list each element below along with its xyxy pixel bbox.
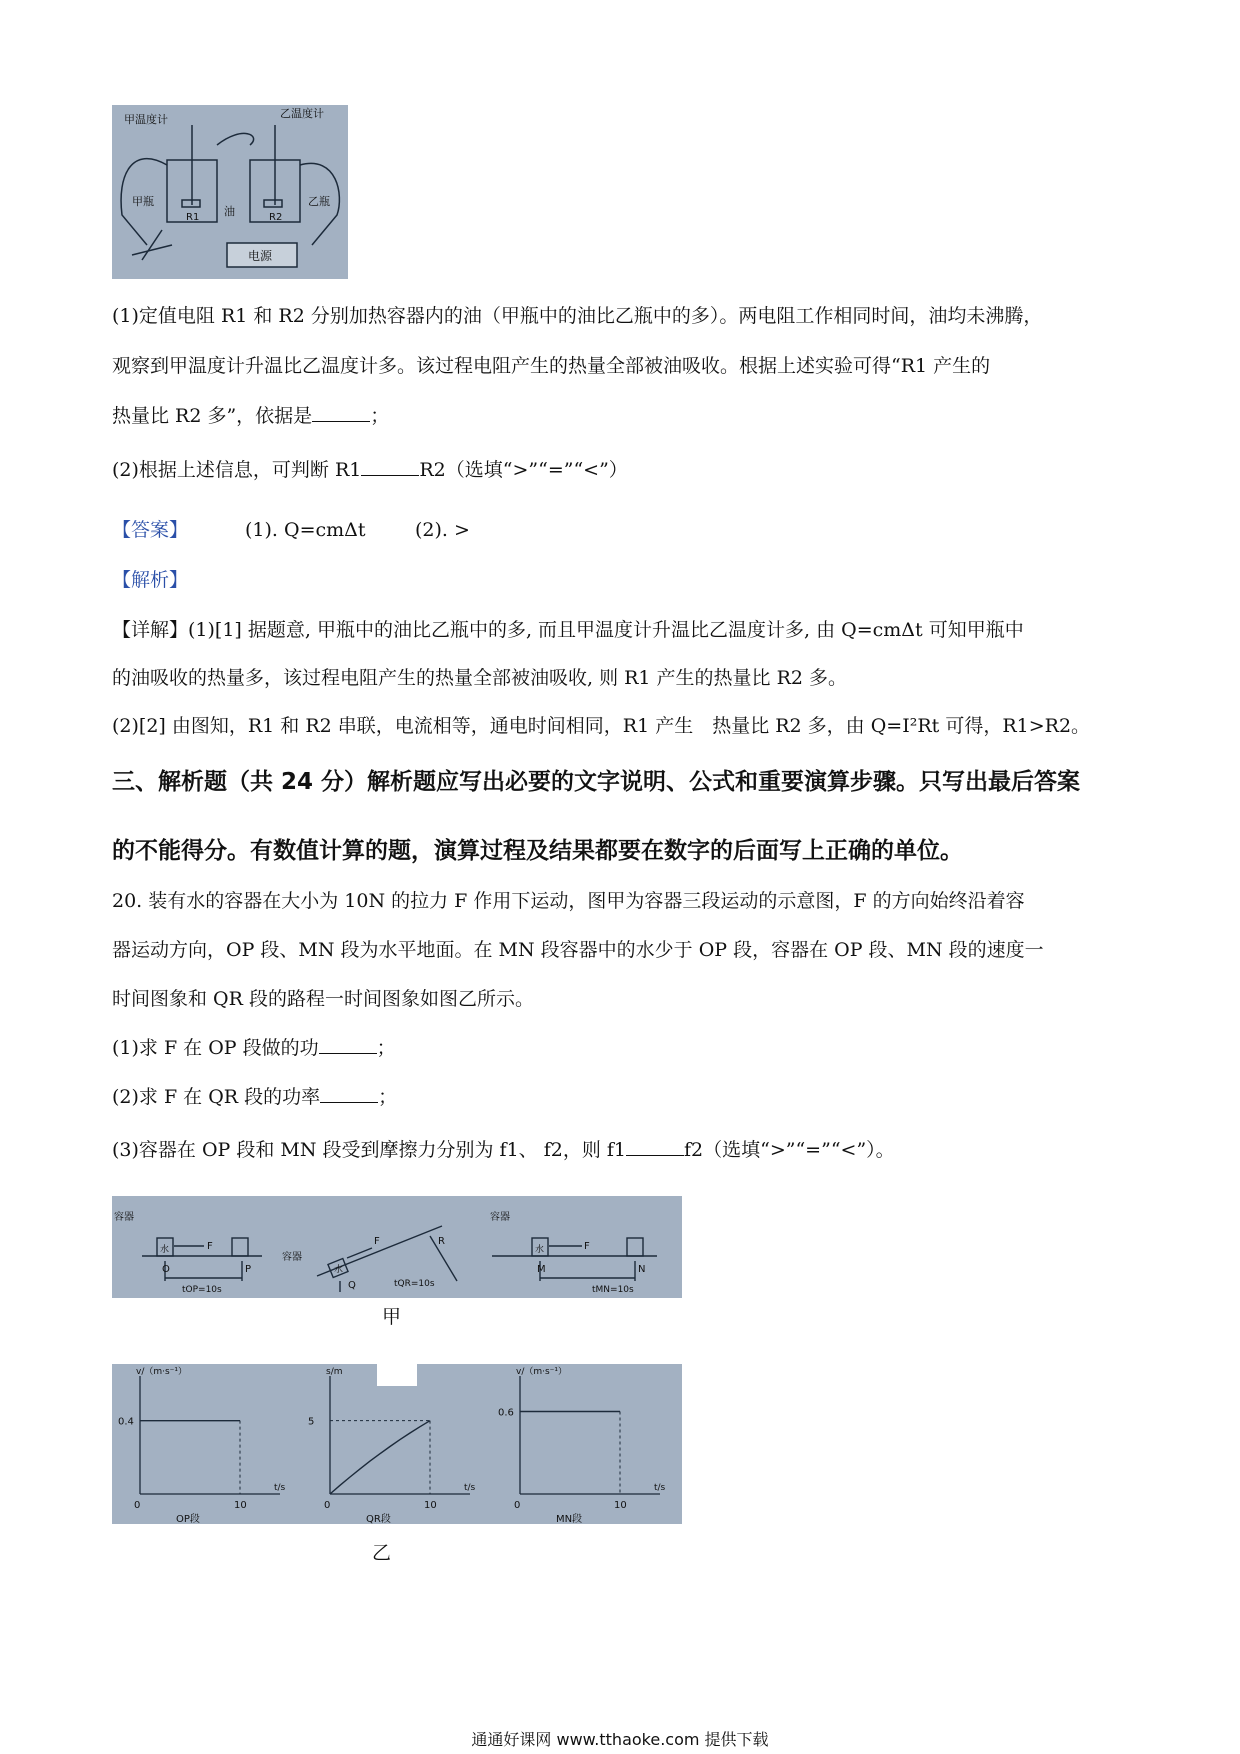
answer-blank	[361, 457, 419, 476]
jia-label-q: Q	[348, 1280, 356, 1291]
label-r2: R2	[269, 212, 283, 223]
detail-line3: (2)[2] 由图知，R1 和 R2 串联，电流相等，通电时间相同，R1 产生 热量比 R2 多，由 Q=I²Rt 可得，R1>R2。	[112, 715, 1091, 737]
q20-part2	[112, 1083, 397, 1111]
q19-part2	[112, 456, 628, 484]
figure-jia-caption: 甲	[382, 1306, 402, 1328]
figure-yi-caption: 乙	[372, 1542, 392, 1564]
chart3-x-tick-1: 10	[614, 1500, 627, 1511]
page-footer: 通通好课网 www.tthaoke.com 提供下载	[471, 1730, 769, 1749]
jia-label-container-3: 容器	[490, 1212, 510, 1223]
jia-label-tqr: tQR=10s	[394, 1279, 435, 1289]
chart2-x-tick-0: 0	[324, 1500, 331, 1511]
q19-part1-line2: 观察到甲温度计升温比乙温度计多。该过程电阻产生的热量全部被油吸收。根据上述实验可得“R1 产生的	[112, 355, 991, 377]
label-yi-bottle: 乙瓶	[308, 195, 330, 208]
answer-tag: 【答案】	[112, 519, 189, 541]
jia-label-force-2: F	[374, 1236, 380, 1247]
q19-part2-end: R2（选填“>”“=”“<”）	[419, 459, 628, 481]
answer-1: (1). Q=cmΔt	[245, 519, 366, 541]
answer-blank	[319, 1035, 377, 1054]
chart3-xlabel: t/s	[654, 1483, 666, 1493]
chart2-xlabel: t/s	[464, 1483, 476, 1493]
label-oil: 油	[224, 205, 235, 218]
chart3-title: MN段	[556, 1514, 583, 1524]
q19-part1-line3-text: 热量比 R2 多”，依据是	[112, 405, 313, 427]
label-yi-thermometer: 乙温度计	[280, 107, 324, 120]
answer-blank	[626, 1137, 684, 1156]
chart1-y-tick: 0.4	[118, 1416, 134, 1428]
chart1-xlabel: t/s	[274, 1483, 286, 1493]
label-jia-bottle: 甲瓶	[132, 195, 154, 208]
chart1-title: OP段	[176, 1514, 200, 1524]
q20-stem-line1: 20. 装有水的容器在大小为 10N 的拉力 F 作用下运动，图甲为容器三段运动的示意图，F 的方向始终沿着容	[112, 890, 1025, 912]
chart2-ylabel: s/m	[326, 1367, 343, 1377]
figure-jia	[112, 1196, 682, 1298]
chart3-y-tick: 0.6	[498, 1407, 514, 1419]
chart2-title: QR段	[366, 1514, 391, 1524]
q20-part2-text: (2)求 F 在 QR 段的功率	[112, 1086, 321, 1108]
jia-label-water-1: 水	[160, 1245, 170, 1255]
jia-label-force-1: F	[207, 1241, 213, 1252]
answer-blank	[320, 1084, 378, 1103]
heater-experiment-figure	[112, 105, 348, 279]
chart1-x-tick-1: 10	[234, 1500, 247, 1511]
jia-label-tmn: tMN=10s	[592, 1285, 634, 1295]
jia-label-p: P	[245, 1264, 252, 1275]
heater-experiment-drawing	[112, 105, 348, 279]
section3-heading-line1: 三、解析题（共 24 分）解析题应写出必要的文字说明、公式和重要演算步骤。只写出最后答案	[112, 769, 1081, 795]
q19-part2-text: (2)根据上述信息，可判断 R1	[112, 459, 362, 481]
figure-yi	[112, 1364, 682, 1524]
jia-label-o: O	[162, 1264, 170, 1275]
jia-label-n: N	[638, 1264, 646, 1275]
analysis-tag: 【解析】	[112, 569, 189, 591]
chart1-x-tick-0: 0	[134, 1500, 141, 1511]
jia-label-top: tOP=10s	[182, 1285, 222, 1295]
q19-part1-line3-end: ；	[370, 405, 390, 427]
jia-label-container-1: 容器	[114, 1212, 134, 1223]
figure-yi-mask	[377, 1364, 417, 1386]
jia-label-water-2: 水	[334, 1265, 344, 1275]
figure-yi-charts	[112, 1364, 682, 1524]
label-r1: R1	[186, 212, 200, 223]
detail-line2: 的油吸收的热量多，该过程电阻产生的热量全部被油吸收, 则 R1 产生的热量比 R2 多。	[112, 667, 848, 689]
chart3-ylabel: v/（m·s⁻¹）	[516, 1367, 568, 1377]
section3-heading-line2: 的不能得分。有数值计算的题，演算过程及结果都要在数字的后面写上正确的单位。	[112, 838, 963, 864]
figure-jia-drawing	[112, 1196, 682, 1298]
answer-blank	[312, 403, 370, 422]
q20-part1-end: ；	[376, 1037, 396, 1059]
detail-line1: 【详解】(1)[1] 据题意, 甲瓶中的油比乙瓶中的多, 而且甲温度计升温比乙温度计多, 由 Q=cmΔt 可知甲瓶中	[112, 619, 1024, 641]
answer-2: (2). >	[415, 519, 470, 541]
jia-label-force-3: F	[584, 1241, 590, 1252]
chart2-x-tick-1: 10	[424, 1500, 437, 1511]
label-jia-thermometer: 甲温度计	[124, 113, 168, 126]
chart2-series-line	[330, 1421, 430, 1494]
q20-part1-text: (1)求 F 在 OP 段做的功	[112, 1037, 319, 1059]
q19-part1-line1: (1)定值电阻 R1 和 R2 分别加热容器内的油（甲瓶中的油比乙瓶中的多）。两电阻工作相同时间，油均未沸腾，	[112, 305, 1043, 327]
q20-part1	[112, 1034, 396, 1062]
chart1-ylabel: v/（m·s⁻¹）	[136, 1367, 188, 1377]
q20-part2-end: ；	[378, 1086, 398, 1108]
label-power: 电源	[248, 249, 273, 263]
q20-stem-line3: 时间图象和 QR 段的路程一时间图象如图乙所示。	[112, 988, 534, 1010]
jia-label-water-3: 水	[535, 1245, 545, 1255]
q20-part3	[112, 1136, 895, 1164]
jia-label-container-2: 容器	[282, 1252, 302, 1263]
chart2-y-tick: 5	[308, 1416, 315, 1428]
q19-part1-line3	[112, 402, 389, 430]
q20-stem-line2: 器运动方向，OP 段、MN 段为水平地面。在 MN 段容器中的水少于 OP 段，容器在 OP 段、MN 段的速度一	[112, 939, 1044, 961]
jia-label-r: R	[438, 1236, 445, 1247]
q20-part3-text: (3)容器在 OP 段和 MN 段受到摩擦力分别为 f1、 f2，则 f1	[112, 1139, 626, 1161]
chart3-x-tick-0: 0	[514, 1500, 521, 1511]
jia-label-m: M	[537, 1264, 546, 1275]
q20-part3-end: f2（选填“>”“=”“<”）。	[684, 1139, 895, 1161]
